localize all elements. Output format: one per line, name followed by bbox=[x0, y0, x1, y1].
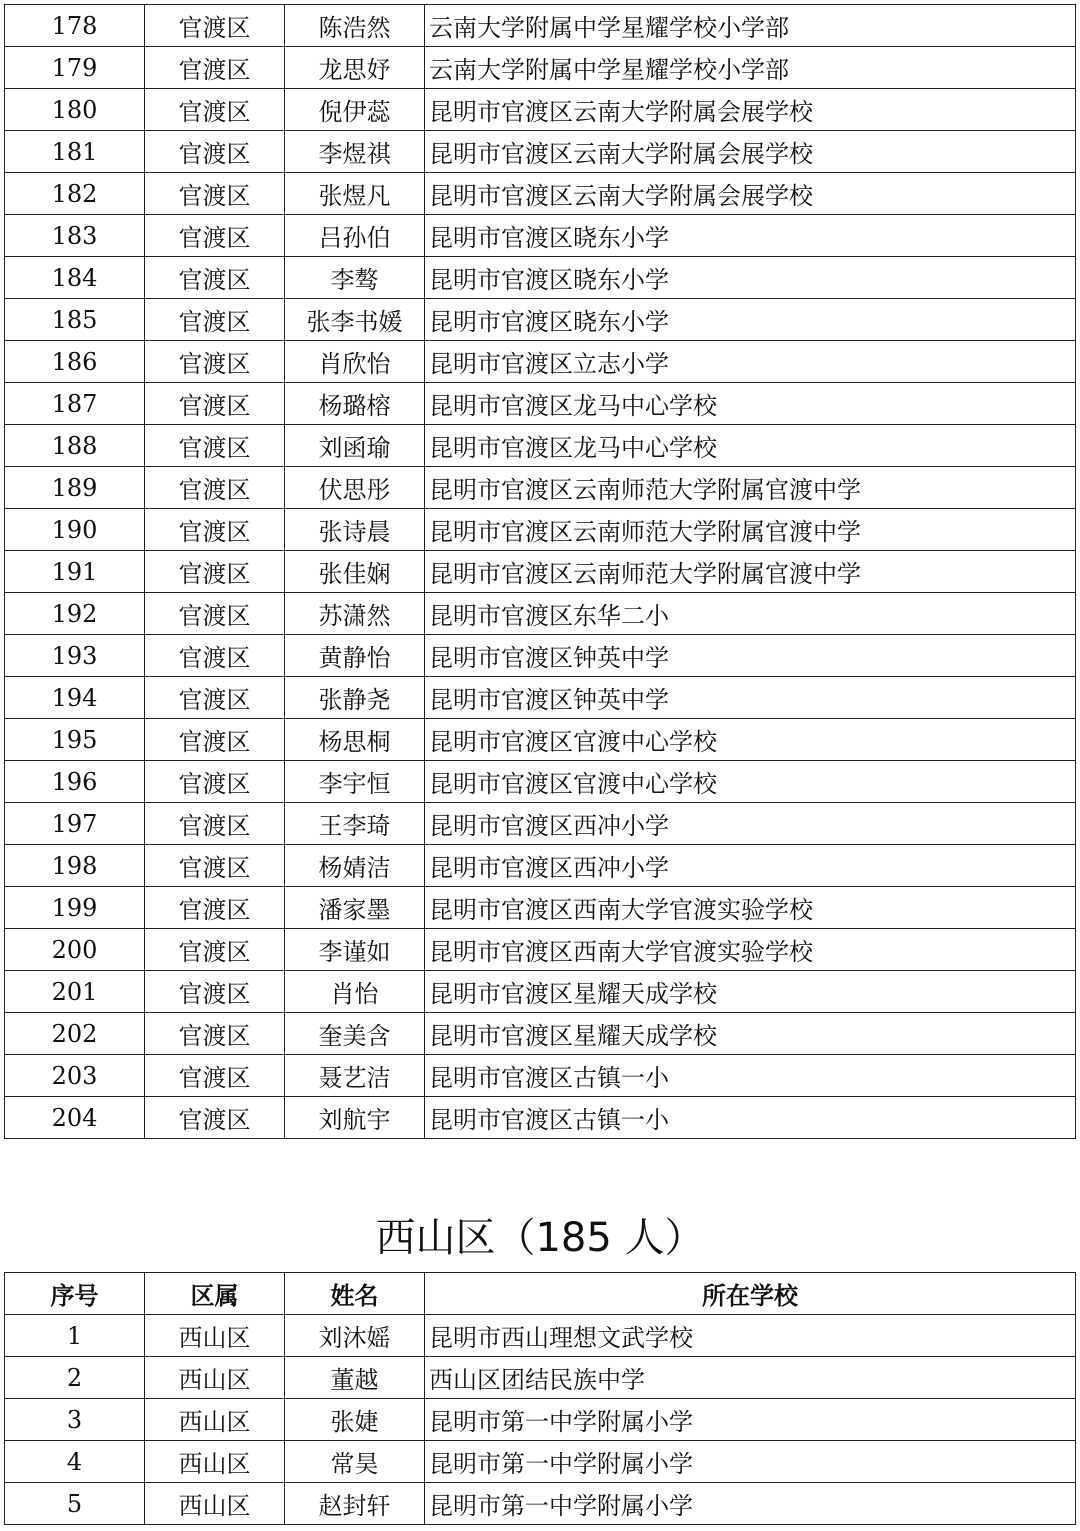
cell-school: 昆明市官渡区西冲小学 bbox=[425, 845, 1076, 887]
table-header-row bbox=[5, 1273, 1076, 1315]
cell-index: 202 bbox=[5, 1013, 145, 1055]
table-row bbox=[5, 47, 1076, 89]
table-row bbox=[5, 131, 1076, 173]
cell-name: 杨思桐 bbox=[285, 719, 425, 761]
cell-index: 182 bbox=[5, 173, 145, 215]
cell-index: 3 bbox=[5, 1399, 145, 1441]
cell-index: 191 bbox=[5, 551, 145, 593]
cell-name: 倪伊蕊 bbox=[285, 89, 425, 131]
cell-district: 官渡区 bbox=[145, 971, 285, 1013]
cell-district: 官渡区 bbox=[145, 47, 285, 89]
cell-district: 官渡区 bbox=[145, 215, 285, 257]
cell-school: 昆明市官渡区晓东小学 bbox=[425, 299, 1076, 341]
cell-name: 潘家墨 bbox=[285, 887, 425, 929]
table-row bbox=[5, 89, 1076, 131]
cell-district: 官渡区 bbox=[145, 761, 285, 803]
cell-school: 昆明市官渡区龙马中心学校 bbox=[425, 383, 1076, 425]
guandu-student-table bbox=[4, 4, 1076, 1139]
cell-index: 184 bbox=[5, 257, 145, 299]
cell-name: 李骜 bbox=[285, 257, 425, 299]
cell-district: 官渡区 bbox=[145, 1097, 285, 1139]
cell-index: 185 bbox=[5, 299, 145, 341]
cell-name: 张煜凡 bbox=[285, 173, 425, 215]
cell-name: 杨婧洁 bbox=[285, 845, 425, 887]
cell-district: 官渡区 bbox=[145, 5, 285, 47]
cell-school: 昆明市官渡区古镇一小 bbox=[425, 1097, 1076, 1139]
cell-name: 刘沐媱 bbox=[285, 1315, 425, 1357]
cell-index: 1 bbox=[5, 1315, 145, 1357]
cell-district: 西山区 bbox=[145, 1357, 285, 1399]
cell-district: 官渡区 bbox=[145, 173, 285, 215]
cell-index: 204 bbox=[5, 1097, 145, 1139]
cell-district: 官渡区 bbox=[145, 887, 285, 929]
cell-school: 昆明市西山理想文武学校 bbox=[425, 1315, 1076, 1357]
cell-index: 190 bbox=[5, 509, 145, 551]
cell-school: 昆明市官渡区云南大学附属会展学校 bbox=[425, 173, 1076, 215]
cell-district: 官渡区 bbox=[145, 257, 285, 299]
cell-index: 195 bbox=[5, 719, 145, 761]
cell-district: 官渡区 bbox=[145, 803, 285, 845]
cell-name: 张佳娴 bbox=[285, 551, 425, 593]
cell-district: 官渡区 bbox=[145, 131, 285, 173]
table-row bbox=[5, 1357, 1076, 1399]
cell-name: 赵封轩 bbox=[285, 1483, 425, 1525]
cell-school: 昆明市官渡区云南师范大学附属官渡中学 bbox=[425, 551, 1076, 593]
cell-index: 2 bbox=[5, 1357, 145, 1399]
table-row bbox=[5, 551, 1076, 593]
cell-name: 黄静怡 bbox=[285, 635, 425, 677]
cell-name: 李宇恒 bbox=[285, 761, 425, 803]
table-row bbox=[5, 887, 1076, 929]
table-row bbox=[5, 341, 1076, 383]
cell-name: 龙思妤 bbox=[285, 47, 425, 89]
cell-school: 昆明市官渡区云南师范大学附属官渡中学 bbox=[425, 467, 1076, 509]
cell-school: 昆明市官渡区东华二小 bbox=[425, 593, 1076, 635]
cell-name: 肖欣怡 bbox=[285, 341, 425, 383]
cell-school: 昆明市官渡区古镇一小 bbox=[425, 1055, 1076, 1097]
cell-district: 官渡区 bbox=[145, 929, 285, 971]
cell-school: 昆明市第一中学附属小学 bbox=[425, 1483, 1076, 1525]
table-row bbox=[5, 593, 1076, 635]
table-row bbox=[5, 761, 1076, 803]
cell-index: 180 bbox=[5, 89, 145, 131]
cell-name: 张诗晨 bbox=[285, 509, 425, 551]
cell-school: 昆明市官渡区星耀天成学校 bbox=[425, 1013, 1076, 1055]
table-row bbox=[5, 1483, 1076, 1525]
cell-school: 昆明市官渡区官渡中心学校 bbox=[425, 761, 1076, 803]
table-row bbox=[5, 5, 1076, 47]
cell-index: 188 bbox=[5, 425, 145, 467]
cell-index: 193 bbox=[5, 635, 145, 677]
cell-district: 西山区 bbox=[145, 1399, 285, 1441]
cell-name: 伏思彤 bbox=[285, 467, 425, 509]
table-row bbox=[5, 1055, 1076, 1097]
cell-district: 官渡区 bbox=[145, 467, 285, 509]
cell-name: 杨璐榕 bbox=[285, 383, 425, 425]
table-row bbox=[5, 425, 1076, 467]
table-row bbox=[5, 929, 1076, 971]
cell-index: 186 bbox=[5, 341, 145, 383]
cell-school: 昆明市官渡区钟英中学 bbox=[425, 677, 1076, 719]
table-row bbox=[5, 635, 1076, 677]
cell-school: 昆明市官渡区钟英中学 bbox=[425, 635, 1076, 677]
table-row bbox=[5, 845, 1076, 887]
cell-school: 昆明市官渡区官渡中心学校 bbox=[425, 719, 1076, 761]
header-name: 姓名 bbox=[285, 1273, 425, 1315]
cell-school: 昆明市第一中学附属小学 bbox=[425, 1399, 1076, 1441]
cell-name: 张婕 bbox=[285, 1399, 425, 1441]
table-row bbox=[5, 299, 1076, 341]
header-school: 所在学校 bbox=[425, 1273, 1076, 1315]
cell-district: 官渡区 bbox=[145, 509, 285, 551]
cell-index: 187 bbox=[5, 383, 145, 425]
cell-district: 官渡区 bbox=[145, 89, 285, 131]
cell-name: 奎美含 bbox=[285, 1013, 425, 1055]
table-row bbox=[5, 1315, 1076, 1357]
cell-school: 昆明市官渡区星耀天成学校 bbox=[425, 971, 1076, 1013]
cell-school: 云南大学附属中学星耀学校小学部 bbox=[425, 47, 1076, 89]
cell-school: 昆明市官渡区立志小学 bbox=[425, 341, 1076, 383]
cell-name: 聂艺洁 bbox=[285, 1055, 425, 1097]
cell-school: 昆明市官渡区云南大学附属会展学校 bbox=[425, 131, 1076, 173]
table-row bbox=[5, 1097, 1076, 1139]
cell-index: 178 bbox=[5, 5, 145, 47]
cell-district: 官渡区 bbox=[145, 845, 285, 887]
cell-school: 昆明市官渡区西南大学官渡实验学校 bbox=[425, 887, 1076, 929]
table-row bbox=[5, 1399, 1076, 1441]
cell-name: 张静尧 bbox=[285, 677, 425, 719]
table-row bbox=[5, 383, 1076, 425]
table-row bbox=[5, 677, 1076, 719]
cell-school: 西山区团结民族中学 bbox=[425, 1357, 1076, 1399]
cell-school: 昆明市官渡区晓东小学 bbox=[425, 257, 1076, 299]
cell-index: 183 bbox=[5, 215, 145, 257]
table-row bbox=[5, 215, 1076, 257]
cell-school: 昆明市官渡区晓东小学 bbox=[425, 215, 1076, 257]
table-row bbox=[5, 509, 1076, 551]
cell-name: 常昊 bbox=[285, 1441, 425, 1483]
cell-index: 189 bbox=[5, 467, 145, 509]
section-title-xishan: 西山区（185 人） bbox=[375, 1215, 705, 1261]
cell-index: 196 bbox=[5, 761, 145, 803]
table-row bbox=[5, 971, 1076, 1013]
cell-index: 194 bbox=[5, 677, 145, 719]
cell-school: 昆明市官渡区龙马中心学校 bbox=[425, 425, 1076, 467]
cell-school: 昆明市官渡区云南大学附属会展学校 bbox=[425, 89, 1076, 131]
cell-name: 董越 bbox=[285, 1357, 425, 1399]
cell-name: 苏潇然 bbox=[285, 593, 425, 635]
cell-district: 西山区 bbox=[145, 1441, 285, 1483]
table-row bbox=[5, 719, 1076, 761]
cell-district: 官渡区 bbox=[145, 1055, 285, 1097]
cell-district: 官渡区 bbox=[145, 383, 285, 425]
cell-index: 181 bbox=[5, 131, 145, 173]
table-row bbox=[5, 173, 1076, 215]
cell-index: 192 bbox=[5, 593, 145, 635]
cell-district: 官渡区 bbox=[145, 299, 285, 341]
cell-school: 昆明市官渡区云南师范大学附属官渡中学 bbox=[425, 509, 1076, 551]
cell-name: 张李书媛 bbox=[285, 299, 425, 341]
cell-index: 203 bbox=[5, 1055, 145, 1097]
cell-district: 官渡区 bbox=[145, 677, 285, 719]
cell-index: 201 bbox=[5, 971, 145, 1013]
cell-name: 李煜祺 bbox=[285, 131, 425, 173]
cell-index: 198 bbox=[5, 845, 145, 887]
cell-index: 197 bbox=[5, 803, 145, 845]
cell-name: 王李琦 bbox=[285, 803, 425, 845]
cell-district: 官渡区 bbox=[145, 1013, 285, 1055]
cell-name: 刘航宇 bbox=[285, 1097, 425, 1139]
table-row bbox=[5, 1013, 1076, 1055]
cell-district: 官渡区 bbox=[145, 593, 285, 635]
table-row bbox=[5, 1441, 1076, 1483]
cell-district: 西山区 bbox=[145, 1483, 285, 1525]
cell-school: 昆明市官渡区西南大学官渡实验学校 bbox=[425, 929, 1076, 971]
cell-index: 5 bbox=[5, 1483, 145, 1525]
cell-name: 吕孙伯 bbox=[285, 215, 425, 257]
cell-district: 官渡区 bbox=[145, 341, 285, 383]
cell-district: 官渡区 bbox=[145, 425, 285, 467]
xishan-student-table bbox=[4, 1272, 1076, 1525]
table-row bbox=[5, 257, 1076, 299]
header-district: 区属 bbox=[145, 1273, 285, 1315]
cell-district: 官渡区 bbox=[145, 551, 285, 593]
table-row bbox=[5, 803, 1076, 845]
cell-district: 西山区 bbox=[145, 1315, 285, 1357]
cell-name: 刘函瑜 bbox=[285, 425, 425, 467]
table-row bbox=[5, 467, 1076, 509]
cell-index: 4 bbox=[5, 1441, 145, 1483]
cell-index: 179 bbox=[5, 47, 145, 89]
cell-name: 肖怡 bbox=[285, 971, 425, 1013]
header-index: 序号 bbox=[5, 1273, 145, 1315]
cell-index: 199 bbox=[5, 887, 145, 929]
cell-school: 云南大学附属中学星耀学校小学部 bbox=[425, 5, 1076, 47]
cell-index: 200 bbox=[5, 929, 145, 971]
cell-district: 官渡区 bbox=[145, 719, 285, 761]
cell-name: 李谨如 bbox=[285, 929, 425, 971]
cell-name: 陈浩然 bbox=[285, 5, 425, 47]
cell-school: 昆明市第一中学附属小学 bbox=[425, 1441, 1076, 1483]
cell-district: 官渡区 bbox=[145, 635, 285, 677]
cell-school: 昆明市官渡区西冲小学 bbox=[425, 803, 1076, 845]
